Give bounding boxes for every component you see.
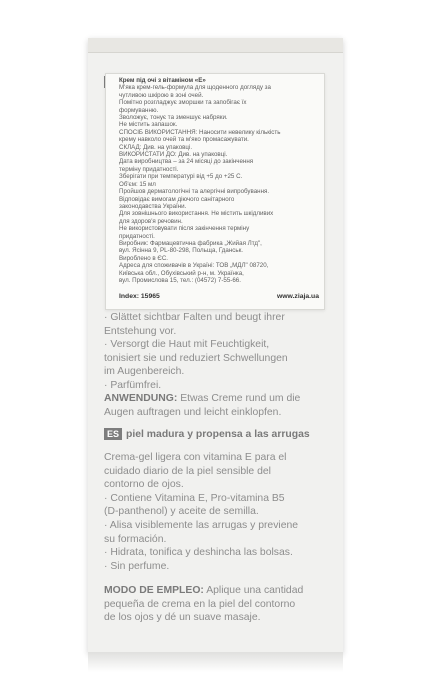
sticker-line: Адреса для споживачів в Україні: ТОВ „МДЛ" 08720,	[119, 262, 269, 270]
es-header	[104, 428, 310, 442]
de-usage-heading: ANWENDUNG:	[104, 393, 178, 404]
es-line: contorno de ojos.	[104, 479, 184, 491]
sticker-line: Пройшов дерматологічні та алергічні випробування.	[119, 188, 270, 196]
sticker-line: СПОСІБ ВИКОРИСТАННЯ: Наносити невелику кількість	[119, 128, 281, 136]
es-line: su formación.	[104, 533, 167, 545]
es-line: cuidado diario de la piel sensible del	[104, 465, 271, 477]
de-line: · Parfümfrei.	[104, 379, 162, 391]
sticker-line: формуванню.	[119, 106, 159, 114]
de-line: tonisiert sie und reduziert Schwellungen	[104, 352, 288, 364]
sticker-line: ВИКОРИСТАТИ ДО: Див. на упаковці.	[119, 151, 228, 159]
es-line: Crema-gel ligera con vitamina E para el	[104, 452, 287, 463]
sticker-line: для здоров'я речовин.	[119, 217, 183, 225]
es-line: · Alisa visiblemente las arrugas y previene	[104, 519, 299, 531]
sticker-line: Відповідає вимогам діючого санітарного	[119, 195, 235, 203]
sticker-line: Зберігати при температурі від +5 до +25 С.	[119, 173, 243, 181]
sticker-line: терміну придатності.	[119, 165, 179, 173]
es-language-tag: ES	[104, 428, 122, 440]
sticker-line: вул. Ясінна 9, PL-80-298, Польща, Гданськ.	[119, 247, 244, 255]
sticker-line: Виробник: Фармацевтична фабрика „Жийая Лтд",	[119, 239, 262, 247]
sticker-line: Помітно розгладжує зморшки та запобігає їх	[119, 99, 247, 107]
sticker-line: Для зовнішнього використання. Не містить шкідливих	[119, 210, 274, 218]
sticker-line: Дата виробництва – за 24 місяці до закінчення	[119, 158, 254, 166]
sticker-line: крему навколо очей та м'яко промасажувати.	[119, 136, 249, 144]
es-usage-text-2: pequeña de crema en la piel del contorno	[104, 598, 296, 610]
es-line: · Sin perfume.	[104, 560, 170, 572]
sticker-line: СКЛАД: Див. на упаковці.	[119, 143, 193, 151]
sticker-line: придатності.	[119, 232, 155, 240]
es-line: (D-panthenol) y aceite de semilla.	[104, 506, 259, 518]
de-bullets	[104, 311, 288, 393]
es-usage-heading: MODO DE EMPLEO:	[104, 585, 204, 596]
de-line: Entstehung vor.	[104, 325, 177, 337]
de-line: · Glättet sichtbar Falten und beugt ihrer	[104, 312, 285, 323]
sticker-line: Не містить запашок.	[119, 121, 178, 129]
de-line: · Versorgt die Haut mit Feuchtigkeit,	[104, 339, 270, 351]
sticker-line: Київська обл., Обухівський р-н, м. Українка,	[119, 269, 244, 277]
es-body	[104, 451, 298, 573]
box-top-fold	[88, 38, 343, 53]
es-line: · Contiene Vitamina E, Pro-vitamina B5	[104, 492, 285, 504]
sticker-index: Index: 15965	[119, 293, 160, 300]
de-usage	[104, 392, 300, 419]
sticker-line: Зволожує, тонує та зменшує набряки.	[119, 114, 228, 122]
sticker-website: www.ziaja.ua	[276, 293, 319, 300]
sticker-line: чутливою шкірою в зоні очей.	[119, 91, 204, 99]
sticker-line: Крем під очі з вітаміном «Е»	[119, 77, 206, 84]
sticker-line: Не використовувати після закінчення терміну	[119, 225, 250, 233]
de-line: im Augenbereich.	[104, 366, 185, 378]
sticker-line: законодавства України.	[119, 202, 187, 210]
box-shadow	[88, 652, 343, 672]
sticker-line: Вироблено в ЄС.	[119, 254, 169, 262]
sticker-text	[119, 77, 319, 284]
es-usage-text-3: de los ojos y dé un suave masaje.	[104, 612, 261, 624]
es-usage	[104, 584, 303, 625]
sticker-line: Об'єм: 15 мл	[119, 180, 156, 188]
es-line: · Hidrata, tonifica y deshincha las bolsas.	[104, 547, 293, 559]
sticker-footer	[119, 293, 319, 300]
de-usage-text: Etwas Creme rund um die	[177, 393, 301, 404]
es-heading: piel madura y propensa a las arrugas	[126, 429, 310, 440]
de-usage-text-2: Augen auftragen und leicht einklopfen.	[104, 406, 282, 418]
sticker-line: М'яка крем-гель-формула для щоденного догляду за	[119, 84, 271, 92]
es-usage-text: Aplique una cantidad	[203, 585, 304, 596]
sticker-line: вул. Промислова 15, тел.: (04572) 7-55-66.	[119, 276, 241, 284]
